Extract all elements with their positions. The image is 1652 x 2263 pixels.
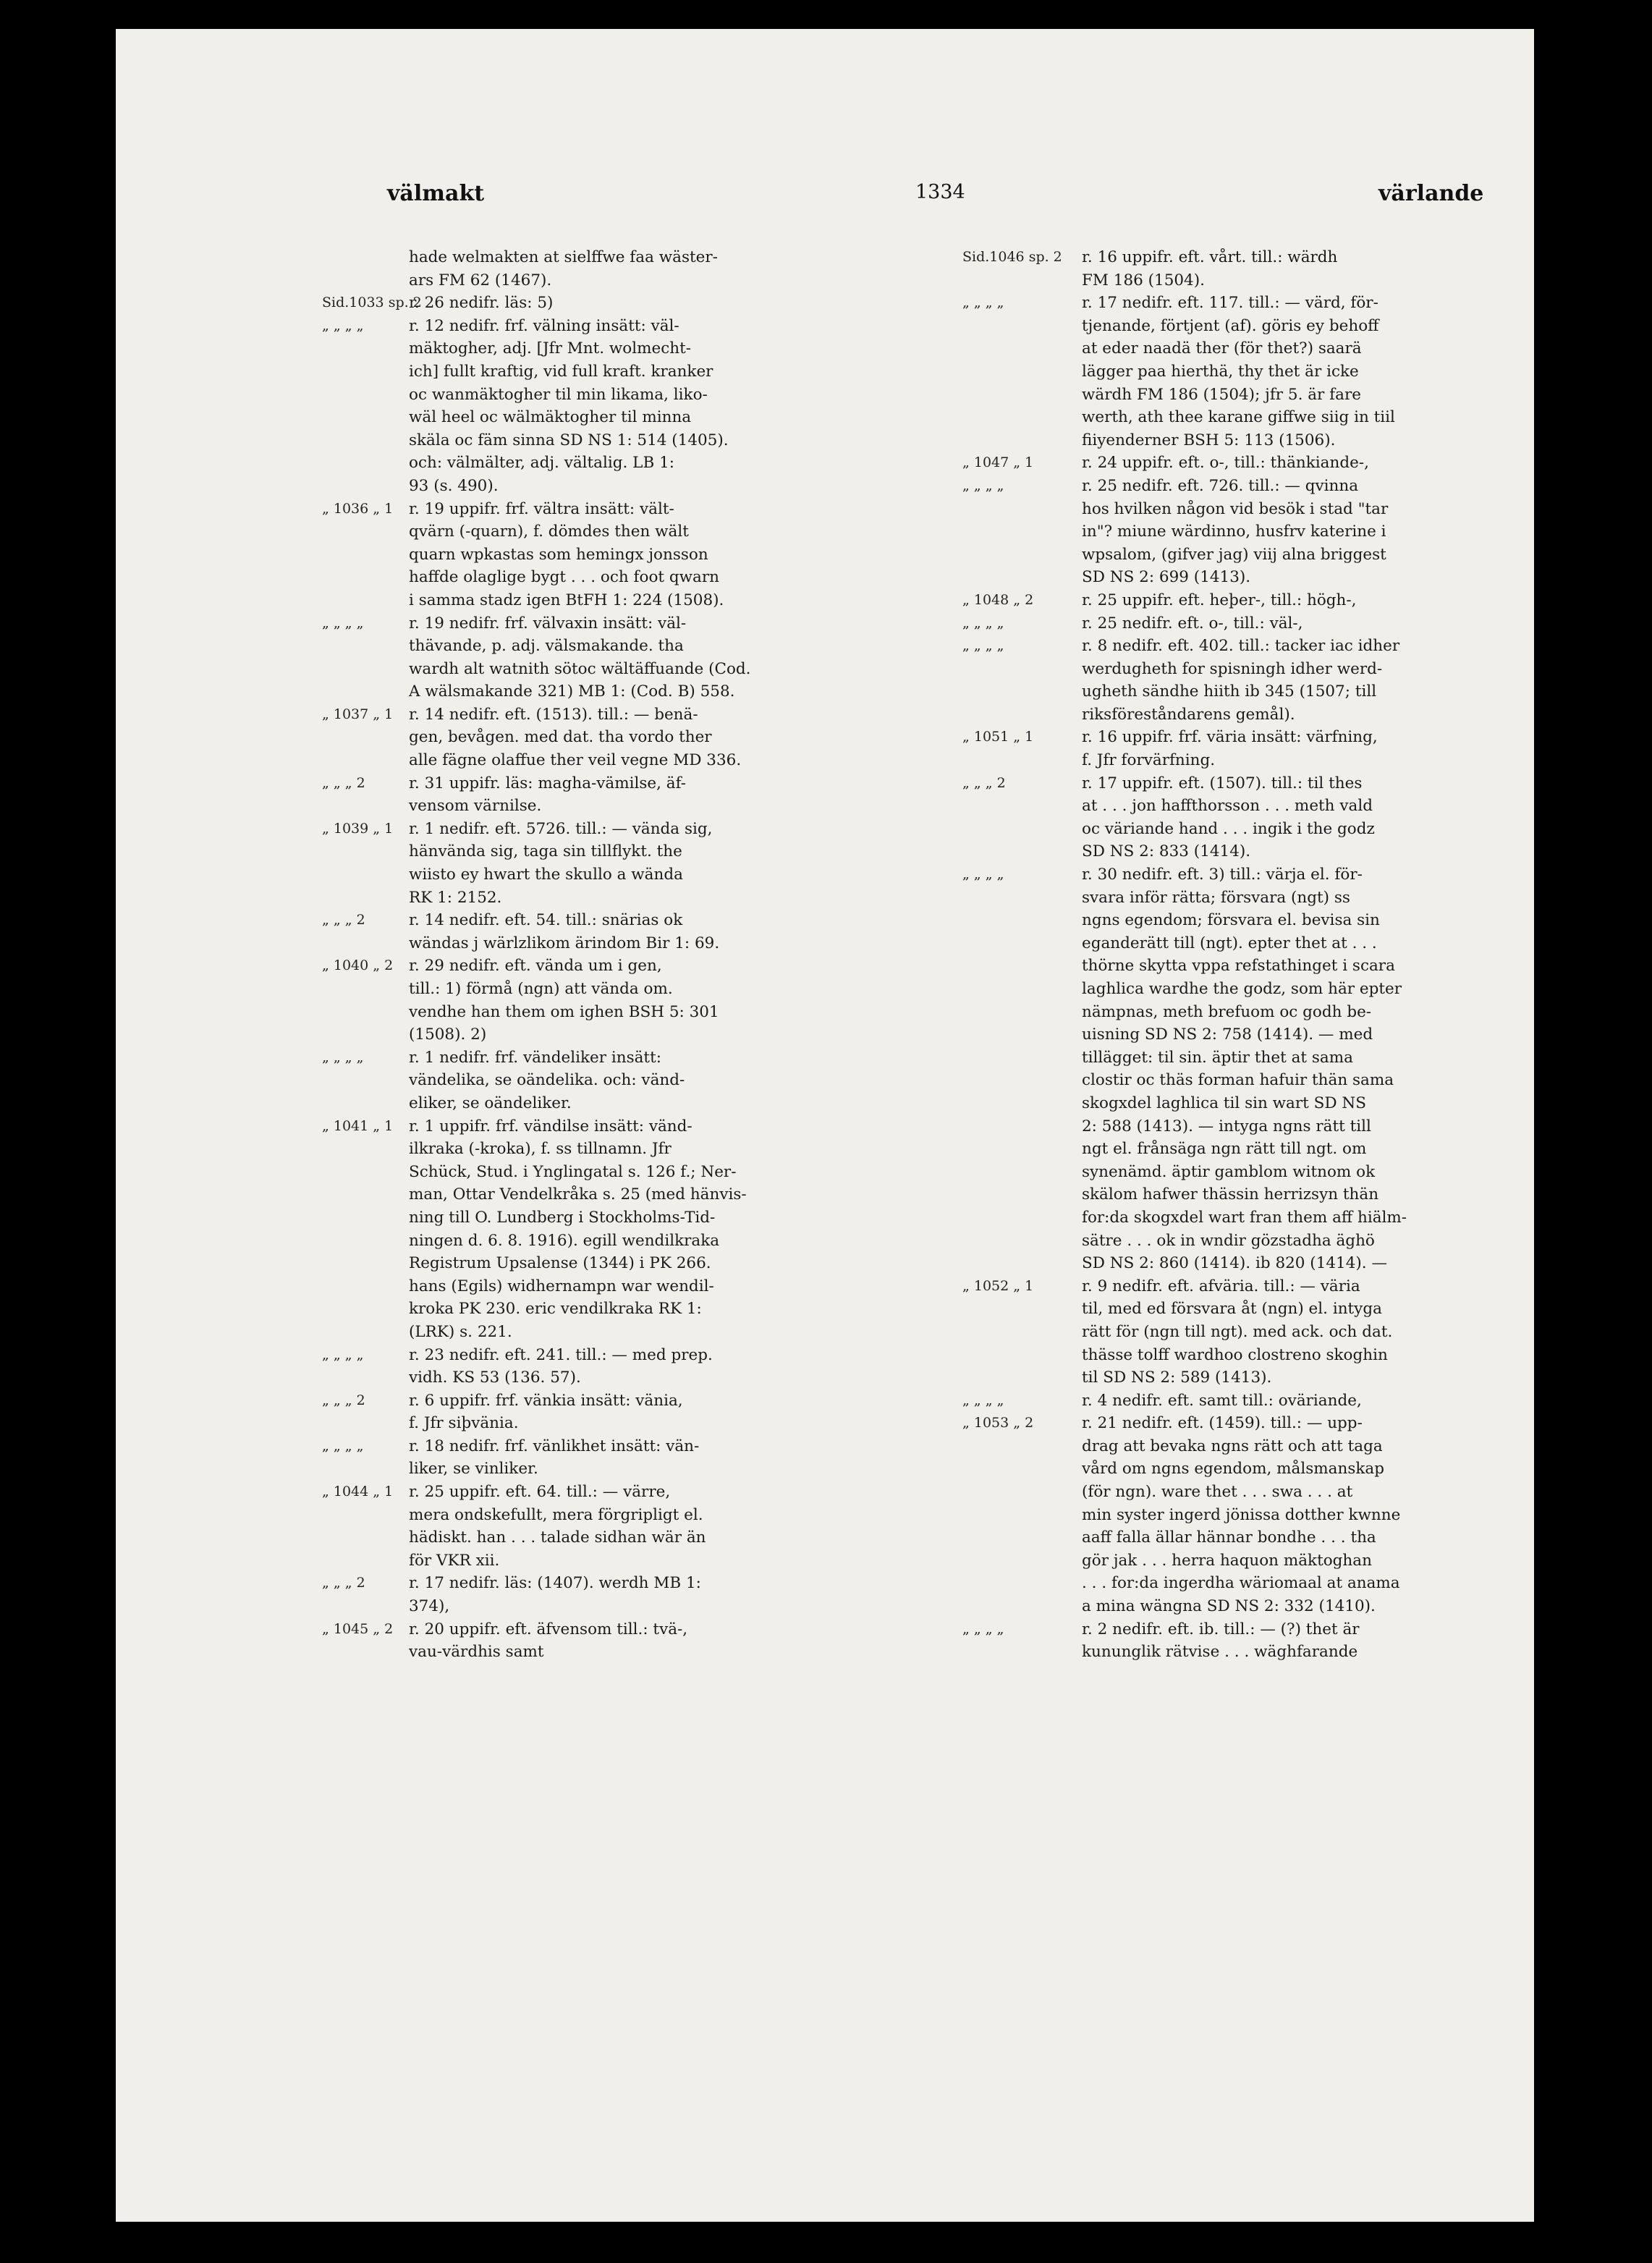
entry-line: 374), xyxy=(409,1597,450,1616)
entry-line: til SD NS 2: 589 (1413). xyxy=(1082,1369,1272,1387)
entry-line: r. 16 uppifr. frf. väria insätt: värfning, xyxy=(1082,728,1378,747)
entry-text xyxy=(409,955,810,1046)
entry-line: wpsalom, (gifver jag) viij alna briggest xyxy=(1082,545,1386,564)
entry-line: hade welmakten at sielffwe faa wäster- xyxy=(409,248,718,266)
entry-line: till.: 1) förmå (ngn) att vända om. xyxy=(409,980,673,998)
entry-line: kroka PK 230. eric vendilkraka RK 1: xyxy=(409,1300,702,1319)
entry-line: lägger paa hierthä, thy thet är icke xyxy=(1082,362,1359,381)
entry-line: r. 29 nedifr. eft. vända um i gen, xyxy=(409,957,662,976)
entry-line: mera ondskefullt, mera förgripligt el. xyxy=(409,1505,703,1524)
entry-line: . . . for:da ingerdha wäriomaal at anama xyxy=(1082,1574,1400,1593)
entry-line: r. 17 uppifr. eft. (1507). till.: til thes xyxy=(1082,774,1363,792)
entry xyxy=(322,1344,1046,1389)
entry-line: 93 (s. 490). xyxy=(409,476,499,495)
entry-reference: „ 1051 „ 1 xyxy=(962,729,1034,745)
entry-line: Schück, Stud. i Ynglingatal s. 126 f.; Ner- xyxy=(409,1162,737,1181)
entry-reference: „ „ „ „ xyxy=(962,638,1004,654)
entry-text xyxy=(409,1435,810,1481)
entry xyxy=(962,475,1556,589)
entry xyxy=(962,635,1556,726)
entry xyxy=(962,589,1556,612)
entry-text xyxy=(409,1618,810,1664)
entry-line: (LRK) s. 221. xyxy=(409,1322,512,1341)
left-column xyxy=(322,246,1046,1664)
entry-line: ning till O. Lundberg i Stockholms-Tid- xyxy=(409,1208,716,1227)
entry-line: uisning SD NS 2: 758 (1414). — med xyxy=(1082,1025,1373,1044)
entry-line: hänvända sig, taga sin tillflykt. the xyxy=(409,842,682,861)
entry-line: oc wanmäktogher til min likama, liko- xyxy=(409,385,708,404)
entry-line: svara inför rätta; försvara (ngt) ss xyxy=(1082,888,1350,907)
entry-reference: „ 1041 „ 1 xyxy=(322,1117,394,1134)
entry xyxy=(322,1481,1046,1572)
entry-text xyxy=(1082,246,1483,292)
entry-line: clostir oc thäs forman hafuir thän sama xyxy=(1082,1071,1394,1090)
entry-line: SD NS 2: 860 (1414). ib 820 (1414). — xyxy=(1082,1254,1387,1273)
entry-line: riksföreståndarens gemål). xyxy=(1082,705,1295,724)
entry-reference: „ 1053 „ 2 xyxy=(962,1415,1034,1431)
entry-line: r. 21 nedifr. eft. (1459). till.: — upp- xyxy=(1082,1414,1363,1433)
entry-text xyxy=(409,1389,810,1435)
entry-reference: „ 1036 „ 1 xyxy=(322,500,394,517)
entry-text xyxy=(409,292,810,315)
entry-line: SD NS 2: 833 (1414). xyxy=(1082,842,1251,861)
entry-line: r. 6 uppifr. frf. vänkia insätt: vänia, xyxy=(409,1391,683,1410)
entry-line: at eder naadä ther (för thet?) saarä xyxy=(1082,339,1362,358)
entry-line: synenämd. äptir gamblom witnom ok xyxy=(1082,1162,1376,1181)
entry-line: werth, ath thee karane giffwe siig in tiil xyxy=(1082,408,1395,427)
entry xyxy=(322,1435,1046,1481)
entry-line: nämpnas, meth brefuom oc godh be- xyxy=(1082,1002,1372,1021)
entry-reference: „ 1045 „ 2 xyxy=(322,1620,394,1637)
entry xyxy=(962,1618,1556,1664)
entry-line: r. 9 nedifr. eft. afväria. till.: — väria xyxy=(1082,1277,1360,1295)
entry xyxy=(322,612,1046,703)
entry-line: drag att bevaka ngns rätt och att taga xyxy=(1082,1437,1383,1455)
entry-text xyxy=(409,498,810,612)
entry-line: man, Ottar Vendelkråka s. 25 (med hänvis- xyxy=(409,1185,747,1204)
entry-line: r. 26 nedifr. läs: 5) xyxy=(409,294,554,313)
entry-reference: „ „ „ 2 xyxy=(322,774,365,791)
entry-reference: „ „ „ „ xyxy=(322,317,364,334)
entry-line: r. 25 nedifr. eft. o-, till.: väl-, xyxy=(1082,614,1303,633)
entry-line: for:da skogxdel wart fran them aff hiälm- xyxy=(1082,1208,1407,1227)
entry-text xyxy=(409,1046,810,1115)
entry-line: ngt el. frånsäga ngn rätt till ngt. om xyxy=(1082,1140,1367,1159)
entry-line: för VKR xii. xyxy=(409,1551,500,1570)
entry-line: tjenande, förtjent (af). göris ey behoff xyxy=(1082,316,1379,335)
entry-line: mäktogher, adj. [Jfr Mnt. wolmecht- xyxy=(409,339,692,358)
entry-line: r. 1 uppifr. frf. vändilse insätt: vänd- xyxy=(409,1117,692,1135)
entry-text xyxy=(409,1115,810,1344)
entry-line: skogxdel laghlica til sin wart SD NS xyxy=(1082,1094,1366,1112)
entry-reference: „ „ „ „ xyxy=(962,614,1004,631)
entry-line: f. Jfr siþvänia. xyxy=(409,1414,519,1433)
entry-line: in"? miune wärdinno, husfrv katerine i xyxy=(1082,523,1386,541)
entry-text xyxy=(409,315,810,498)
entry-line: ngns egendom; försvara el. bevisa sin xyxy=(1082,911,1380,930)
entry-line: FM 186 (1504). xyxy=(1082,271,1205,289)
entry-line: hans (Egils) widhernampn war wendil- xyxy=(409,1277,714,1295)
entry-line: r. 17 nedifr. läs: (1407). werdh MB 1: xyxy=(409,1574,701,1593)
entry-line: gör jak . . . herra haquon mäktoghan xyxy=(1082,1551,1372,1570)
entry-reference: „ „ „ 2 xyxy=(322,1575,365,1591)
entry-line: r. 25 uppifr. eft. 64. till.: — värre, xyxy=(409,1483,671,1502)
entry xyxy=(322,1389,1046,1435)
entry-text xyxy=(409,772,810,818)
entry-reference: „ 1037 „ 1 xyxy=(322,706,394,722)
entry-line: fiiyenderner BSH 5: 113 (1506). xyxy=(1082,431,1336,449)
entry xyxy=(322,246,1046,292)
header-left-headword: välmakt xyxy=(387,181,485,206)
entry-line: liker, se vinliker. xyxy=(409,1460,538,1479)
entry-line: hädiskt. han . . . talade sidhan wär än xyxy=(409,1528,706,1547)
entry xyxy=(322,772,1046,818)
entry-reference: „ 1039 „ 1 xyxy=(322,820,394,837)
entry xyxy=(962,726,1556,771)
entry-line: r. 18 nedifr. frf. vänlikhet insätt: vän- xyxy=(409,1437,700,1455)
entry-line: quarn wpkastas som hemingx jonsson xyxy=(409,545,708,564)
entry-reference: „ 1052 „ 1 xyxy=(962,1277,1034,1294)
entry-line: tillägget: til sin. äptir thet at sama xyxy=(1082,1048,1353,1067)
entry-line: alle fägne olaffue ther veil vegne MD 336. xyxy=(409,751,742,770)
entry-line: ars FM 62 (1467). xyxy=(409,271,552,289)
entry-line: vendhe han them om ighen BSH 5: 301 xyxy=(409,1002,719,1021)
entry-text xyxy=(1082,1412,1483,1617)
entry-text xyxy=(1082,292,1483,452)
entry-text xyxy=(1082,726,1483,771)
entry-line: (1508). 2) xyxy=(409,1025,487,1044)
entry-line: vau-värdhis samt xyxy=(409,1643,544,1662)
entry-line: ningen d. 6. 8. 1916). egill wendilkraka xyxy=(409,1231,720,1250)
entry-text xyxy=(409,818,810,909)
entry-line: r. 19 nedifr. frf. välvaxin insätt: väl- xyxy=(409,614,687,633)
entry-line: RK 1: 2152. xyxy=(409,888,502,907)
entry-line: r. 24 uppifr. eft. o-, till.: thänkiande-, xyxy=(1082,454,1369,473)
entry xyxy=(962,1389,1556,1413)
right-column xyxy=(962,246,1556,1664)
entry-line: wiisto ey hwart the skullo a wända xyxy=(409,866,683,884)
entry-line: thävande, p. adj. välsmakande. tha xyxy=(409,637,684,656)
entry-line: ich] fullt kraftig, vid full kraft. kranker xyxy=(409,362,713,381)
entry-line: r. 12 nedifr. frf. välning insätt: väl- xyxy=(409,316,679,335)
entry-line: min syster ingerd jönissa dotther kwnne xyxy=(1082,1505,1401,1524)
entry-text xyxy=(409,1344,810,1389)
entry-line: r. 20 uppifr. eft. äfvensom till.: tvä-, xyxy=(409,1620,688,1638)
entry-text xyxy=(1082,635,1483,726)
entry-line: eganderätt till (ngt). epter thet at . . . xyxy=(1082,934,1377,952)
entry-reference: „ „ „ „ xyxy=(962,1392,1004,1408)
entry-line: r. 8 nedifr. eft. 402. till.: tacker iac idher xyxy=(1082,637,1400,656)
entry-text xyxy=(409,703,810,772)
entry-line: kununglik rätvise . . . wäghfarande xyxy=(1082,1643,1358,1662)
entry-reference: „ „ „ „ xyxy=(962,1620,1004,1637)
entry-line: thässe tolff wardhoo clostreno skoghin xyxy=(1082,1345,1388,1364)
entry-line: r. 17 nedifr. eft. 117. till.: — värd, för- xyxy=(1082,294,1378,313)
entry xyxy=(322,1046,1046,1115)
entry-line: thörne skytta vppa refstathinget i scara xyxy=(1082,957,1395,976)
entry-line: r. 2 nedifr. eft. ib. till.: — (?) thet är xyxy=(1082,1620,1360,1638)
entry-line: aaff falla ällar hännar bondhe . . . tha xyxy=(1082,1528,1376,1547)
entry xyxy=(322,955,1046,1046)
entry-line: r. 25 nedifr. eft. 726. till.: — qvinna xyxy=(1082,476,1359,495)
entry-reference: Sid.1033 sp. 2 xyxy=(322,295,422,311)
entry-text xyxy=(1082,475,1483,589)
header-right-headword: värlande xyxy=(1378,181,1484,206)
entry-line: (för ngn). ware thet . . . swa . . . at xyxy=(1082,1483,1353,1502)
entry xyxy=(962,863,1556,1275)
entry-line: wärdh FM 186 (1504); jfr 5. är fare xyxy=(1082,385,1361,404)
entry-line: til, med ed försvara åt (ngn) el. intyga xyxy=(1082,1300,1382,1319)
entry-text xyxy=(1082,772,1483,863)
entry-line: r. 25 uppifr. eft. heþer-, till.: högh-, xyxy=(1082,591,1357,609)
entry-line: r. 19 uppifr. frf. vältra insätt: vält- xyxy=(409,499,674,518)
entry-line: skäla oc fäm sinna SD NS 1: 514 (1405). xyxy=(409,431,729,449)
entry-reference: „ „ „ „ xyxy=(962,866,1004,883)
entry-line: r. 14 nedifr. eft. (1513). till.: — benä- xyxy=(409,705,698,724)
entry-line: rätt för (ngn till ngt). med ack. och dat. xyxy=(1082,1322,1393,1341)
entry-line: ugheth sändhe hiith ib 345 (1507; till xyxy=(1082,682,1377,701)
entry xyxy=(322,292,1046,315)
entry-line: r. 23 nedifr. eft. 241. till.: — med prep. xyxy=(409,1345,713,1364)
entry-reference: „ 1040 „ 2 xyxy=(322,957,394,974)
entry-text xyxy=(409,612,810,703)
entry xyxy=(322,315,1046,498)
entry xyxy=(322,1618,1046,1664)
entry-line: A wälsmakande 321) MB 1: (Cod. B) 558. xyxy=(409,682,735,701)
entry-line: SD NS 2: 699 (1413). xyxy=(1082,568,1251,587)
entry xyxy=(322,1115,1046,1344)
entry-line: haffde olaglige bygt . . . och foot qwarn xyxy=(409,568,719,587)
entry-reference: „ „ „ „ xyxy=(962,477,1004,494)
entry-text xyxy=(409,246,810,292)
entry-line: r. 31 uppifr. läs: magha-vämilse, äf- xyxy=(409,774,687,792)
entry-line: vård om ngns egendom, målsmanskap xyxy=(1082,1460,1384,1479)
entry-line: vensom värnilse. xyxy=(409,797,542,816)
entry-line: wardh alt watnith sötoc wältäffuande (Cod. xyxy=(409,659,751,678)
entry-text xyxy=(1082,589,1483,612)
entry-line: werdugheth for spisningh idher werd- xyxy=(1082,659,1383,678)
entry-line: och: välmälter, adj. vältalig. LB 1: xyxy=(409,454,675,473)
entry xyxy=(962,246,1556,292)
entry-text xyxy=(409,909,810,955)
entry-text xyxy=(1082,1389,1483,1413)
entry-reference: „ „ „ „ xyxy=(322,614,364,631)
page-number: 1334 xyxy=(915,181,965,203)
entry-reference: „ „ „ 2 xyxy=(322,912,365,929)
entry-reference: „ 1047 „ 1 xyxy=(962,454,1034,471)
entry-reference: „ „ „ „ xyxy=(322,1346,364,1363)
entry-line: r. 30 nedifr. eft. 3) till.: värja el. för- xyxy=(1082,866,1363,884)
entry-line: vidh. KS 53 (136. 57). xyxy=(409,1369,581,1387)
entry-text xyxy=(409,1481,810,1572)
entry-line: a mina wängna SD NS 2: 332 (1410). xyxy=(1082,1597,1376,1616)
entry xyxy=(322,818,1046,909)
entry-line: oc väriande hand . . . ingik i the godz xyxy=(1082,819,1375,838)
entry-line: qvärn (-quarn), f. dömdes then wält xyxy=(409,523,689,541)
entry-reference: „ „ „ 2 xyxy=(322,1392,365,1408)
entry xyxy=(962,612,1556,635)
entry-line: gen, bevågen. med dat. tha vordo ther xyxy=(409,728,712,747)
entry-reference: „ „ „ 2 xyxy=(962,774,1006,791)
entry-line: r. 4 nedifr. eft. samt till.: oväriande, xyxy=(1082,1391,1362,1410)
entry xyxy=(322,909,1046,955)
entry-line: 2: 588 (1413). — intyga ngns rätt till xyxy=(1082,1117,1371,1135)
entry-text xyxy=(409,1572,810,1617)
entry-line: Registrum Upsalense (1344) i PK 266. xyxy=(409,1254,711,1273)
entry-line: wäl heel oc wälmäktogher til minna xyxy=(409,408,692,427)
entry-line: skälom hafwer thässin herrizsyn thän xyxy=(1082,1185,1379,1204)
dictionary-page xyxy=(116,29,1534,2222)
entry-reference: Sid.1046 sp. 2 xyxy=(962,249,1062,265)
entry xyxy=(962,1275,1556,1389)
entry-line: hos hvilken någon vid besök i stad "tar xyxy=(1082,499,1389,518)
entry-text xyxy=(1082,1275,1483,1389)
entry-line: r. 16 uppifr. eft. vårt. till.: wärdh xyxy=(1082,248,1338,266)
entry-line: r. 1 nedifr. eft. 5726. till.: — vända sig, xyxy=(409,819,713,838)
entry xyxy=(322,703,1046,772)
entry-text xyxy=(1082,612,1483,635)
page-header xyxy=(116,181,1534,224)
entry-line: sätre . . . ok in wndir gözstadha äghö xyxy=(1082,1231,1375,1250)
entry-line: r. 14 nedifr. eft. 54. till.: snärias ok xyxy=(409,911,683,930)
entry-text xyxy=(1082,863,1483,1275)
entry xyxy=(962,1412,1556,1617)
entry-reference: „ „ „ „ xyxy=(962,295,1004,311)
entry-line: laghlica wardhe the godz, som här epter xyxy=(1082,980,1402,998)
entry-reference: „ 1048 „ 2 xyxy=(962,591,1034,608)
entry-line: f. Jfr forvärfning. xyxy=(1082,751,1216,770)
entry-line: vändelika, se oändelika. och: vänd- xyxy=(409,1071,685,1090)
entry-line: at . . . jon haffthorsson . . . meth vald xyxy=(1082,797,1373,816)
entry-line: wändas j wärlzlikom ärindom Bir 1: 69. xyxy=(409,934,720,952)
entry-line: r. 1 nedifr. frf. vändeliker insätt: xyxy=(409,1048,661,1067)
entry-reference: „ „ „ „ xyxy=(322,1049,364,1065)
entry-text xyxy=(1082,452,1483,475)
entry-reference: „ „ „ „ xyxy=(322,1437,364,1454)
entry-line: eliker, se oändeliker. xyxy=(409,1094,572,1112)
entry xyxy=(962,292,1556,452)
entry xyxy=(962,452,1556,475)
entry-reference: „ 1044 „ 1 xyxy=(322,1484,394,1500)
entry xyxy=(322,498,1046,612)
entry xyxy=(322,1572,1046,1617)
entry-line: i samma stadz igen BtFH 1: 224 (1508). xyxy=(409,591,724,609)
entry xyxy=(962,772,1556,863)
entry-line: ilkraka (-kroka), f. ss tillnamn. Jfr xyxy=(409,1140,672,1159)
entry-text xyxy=(1082,1618,1483,1664)
